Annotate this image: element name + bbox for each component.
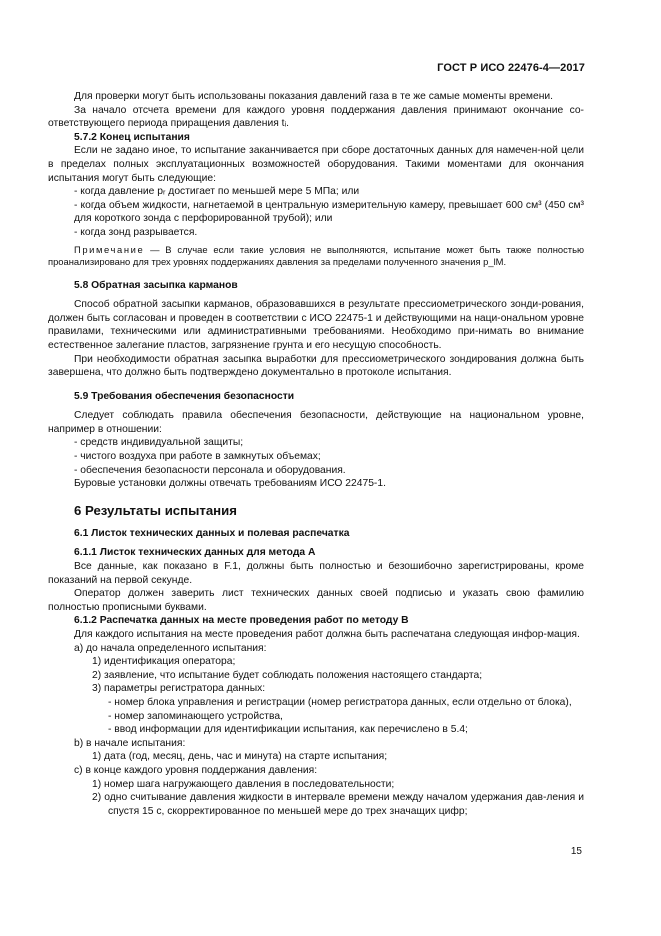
list-item: - номер блока управления и регистрации (номер регистратора данных, если отдельно от блока), [108,696,572,708]
list-item: 1) идентификация оператора; [92,656,236,668]
list-item: - когда объем жидкости, нагнетаемой в центральную измерительную камеру, превышает 600 см³ (450 см³ для короткого зонда с перфорированной трубой); или [74,199,584,225]
paragraph: Следует соблюдать правила обеспечения безопасности, действующие на национальном уровне, например в отношении: [48,410,584,435]
subsection-heading: 6.1.2 Распечатка данных на месте проведения работ по методу В [74,615,409,627]
list-item: 1) номер шага нагружающего давления в последовательности; [92,778,395,790]
list-item: - чистого воздуха при работе в замкнутых объемах; [74,451,321,463]
paragraph: Буровые установки должны отвечать требованиям ИСО 22475-1. [74,478,386,490]
paragraph: При необходимости обратная засыпка выработки для прессиометрического зондирования должна быть завершена, что должно быть подтверждено документально в протоколе испытания. [48,353,584,379]
list-item: 1) дата (год, месяц, день, час и минута) на старте испытания; [92,751,388,763]
list-item: - номер запоминающего устройства, [108,710,283,722]
list-item: - ввод информации для идентификации испытания, как перечислено в 5.4; [108,724,468,736]
paragraph: Для проверки могут быть использованы показания давлений газа в те же самые моменты времени. [74,91,554,102]
paragraph: Оператор должен заверить лист технических данных своей подписью и указать свою фамилию полностью прописными буквами. [48,588,584,613]
list-item: 2) одно считывание давления жидкости в интервале времени между началом удержания дав-ления и спустя 15 с, скорректированное по меньшей мере до трех значащих цифр; [92,792,584,817]
section-heading: 5.9 Требования обеспечения безопасности [74,390,295,402]
list-item: 3) параметры регистратора данных: [92,683,266,695]
paragraph: Если не задано иное, то испытание заканчивается при сборе достаточных данных для намечен-ной цели в пределах полных эксплуатационных возможностей оборудования. Такими моментами для окончания испытания могут быть следующие: [48,145,584,184]
section-heading: 6.1 Листок технических данных и полевая распечатка [74,527,350,539]
subsection-heading: 6.1.1 Листок технических данных для метода А [74,547,316,559]
page-body [48,90,584,818]
page-number: 15 [570,846,582,857]
paragraph: Все данные, как показано в F.1, должны быть полностью и безошибочно зарегистрированы, кроме показаний на первой секунде. [48,561,584,586]
list-item: - обеспечения безопасности персонала и оборудования. [74,464,346,476]
chapter-heading: 6 Результаты испытания [74,502,237,518]
standard-header: ГОСТ Р ИСО 22476-4—2017 [437,62,585,74]
subsection-heading: 5.7.2 Конец испытания [74,131,190,143]
list-item: c) в конце каждого уровня поддержания давления: [74,764,318,776]
section-heading: 5.8 Обратная засыпка карманов [74,279,238,291]
paragraph: За начало отсчета времени для каждого уровня поддержания давления принимают окончание со-ответствующего периода приращения давления tᵢ. [48,104,584,130]
list-item: a) до начала определенного испытания: [74,642,267,654]
list-item: - когда давление pᵣ достигает по меньшей мере 5 МПа; или [74,186,360,198]
list-item: b) в начале испытания: [74,737,186,749]
paragraph: Для каждого испытания на месте проведения работ должна быть распечатана следующая инфор-мация. [74,629,580,640]
paragraph: Способ обратной засыпки карманов, образовавшихся в результате прессиометрического зонди-рования, должен быть согласован и проведен в соответствии с ИСО 22475-1 и действующими на наци-ональном уровне правилами, техническими или административными требованиями. Необходимо при-нимать во внимание естественное залегание пластов, загрязнение грунта и его несущую способность. [48,299,584,351]
list-item: - средств индивидуальной защиты; [74,437,244,449]
note-text: — В случае если такие условия не выполняются, испытание может быть также полностью проанализировано для трех уровнях поддержаниях давления за пределами полученного значения p_lM. [48,243,584,268]
list-item: 2) заявление, что испытание будет соблюдать положения настоящего стандарта; [92,669,483,681]
list-item: - когда зонд разрывается. [74,226,198,238]
note-label: Примечание [74,243,145,255]
note [48,244,584,269]
